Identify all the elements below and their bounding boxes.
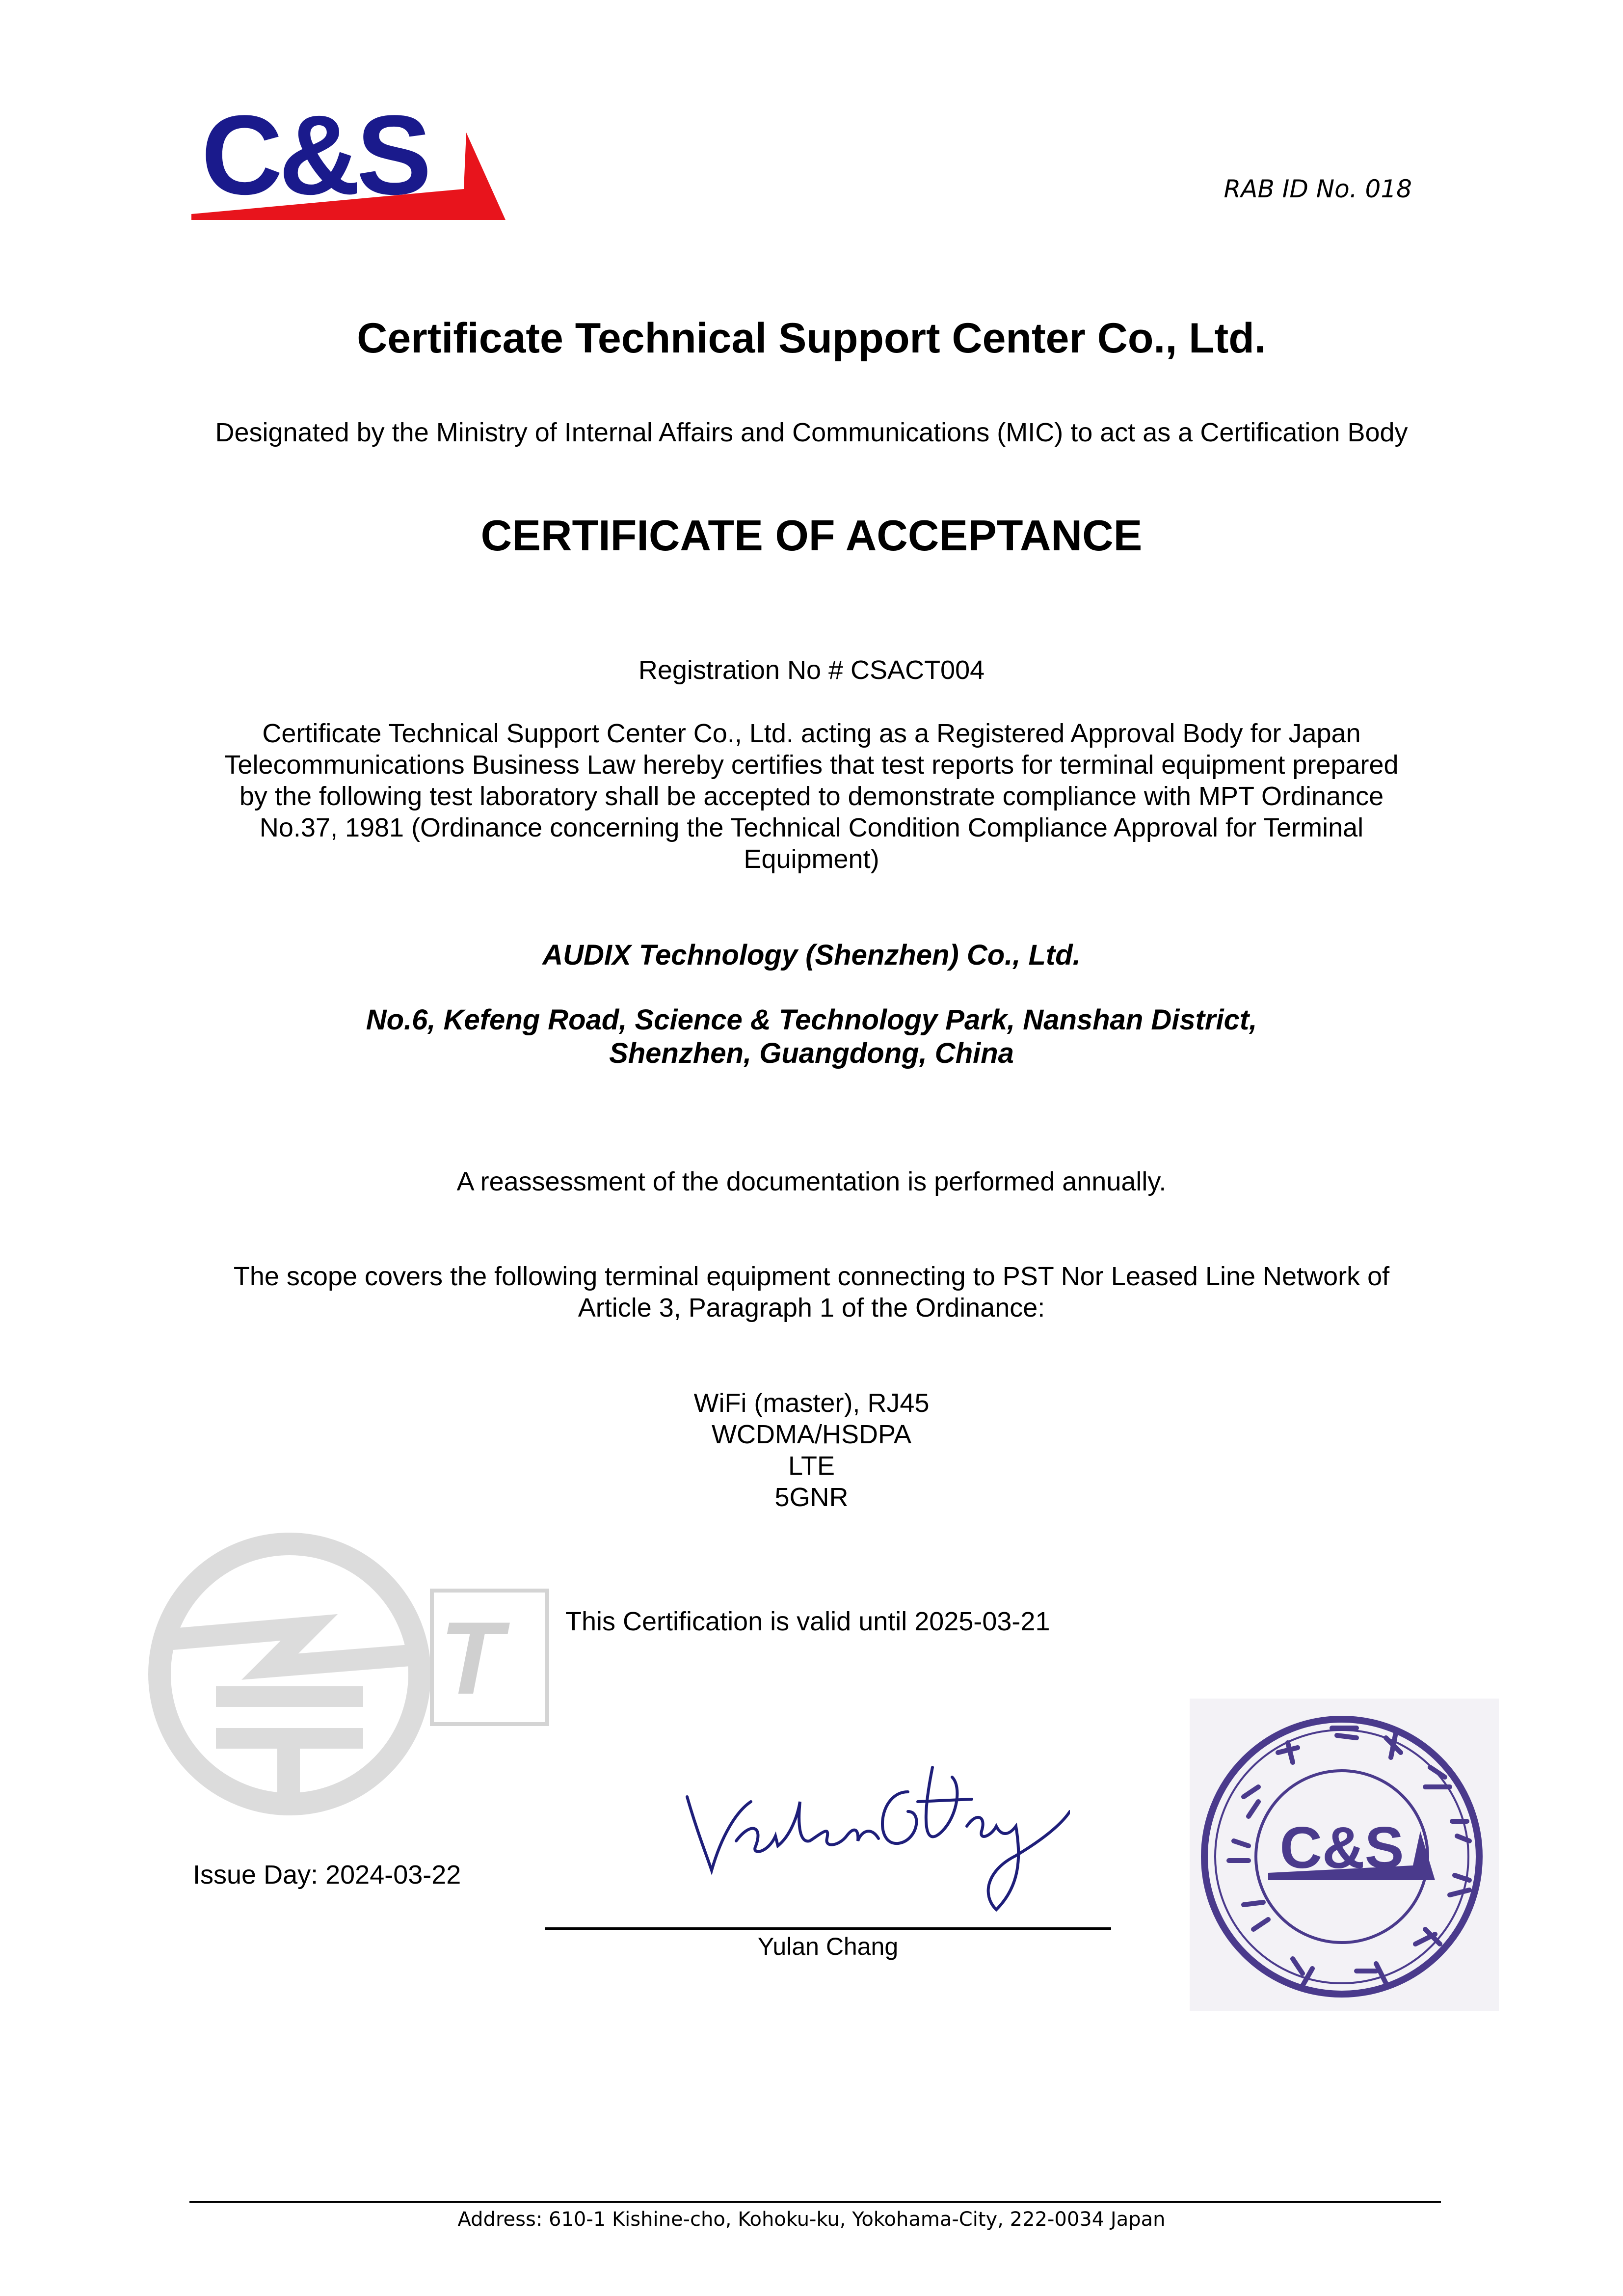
company-name: Certificate Technical Support Center Co., Ltd. [357,315,1266,362]
equipment-list [0,1387,1623,1513]
footer-address: Address: 610-1 Kishine-cho, Kohoku-ku, Yokohama-City, 222-0034 Japan [457,2208,1166,2231]
cs-logo [191,88,510,226]
body-line: Equipment) [744,844,879,874]
scope-statement [196,1261,1427,1324]
issue-day: Issue Day: 2024-03-22 [193,1860,461,1890]
laboratory-address [0,1003,1623,1070]
equipment-item: WCDMA/HSDPA [711,1420,911,1449]
equipment-item: 5GNR [774,1483,849,1512]
certification-body-text [196,718,1427,875]
mark-letter: T [439,1600,503,1716]
equipment-item: WiFi (master), RJ45 [693,1388,930,1418]
equipment-item: LTE [788,1451,835,1481]
designation-statement: Designated by the Ministry of Internal Affairs and Communications (MIC) to act as a Certification Body [215,418,1408,447]
address-line: No.6, Kefeng Road, Science & Technology Park, Nanshan District, [366,1004,1257,1036]
scope-line: The scope covers the following terminal equipment connecting to PST Nor Leased Line Network of [233,1262,1390,1291]
body-line: by the following test laboratory shall be accepted to demonstrate compliance with MPT Ordinance [239,782,1384,811]
handwritten-signature [677,1757,1070,1919]
signature-line [545,1927,1111,1930]
body-line: No.37, 1981 (Ordinance concerning the Technical Condition Compliance Approval for Terminal [259,813,1364,842]
validity-statement: This Certification is valid until 2025-03-21 [565,1607,1050,1636]
laboratory-name: AUDIX Technology (Shenzhen) Co., Ltd. [542,939,1081,971]
reassessment-note: A reassessment of the documentation is performed annually. [456,1167,1167,1196]
certificate-title: CERTIFICATE OF ACCEPTANCE [480,511,1143,560]
logo-lettering: C&S [201,92,428,218]
scope-line: Article 3, Paragraph 1 of the Ordinance: [578,1293,1045,1323]
rab-id: RAB ID No. 018 [1224,175,1412,203]
footer-divider [189,2201,1441,2203]
signatory-name: Yulan Chang [757,1933,899,1960]
company-seal [1190,1699,1499,2011]
body-line: Certificate Technical Support Center Co., Ltd. acting as a Registered Approval Body for Japan [262,719,1361,748]
seal-lettering: C&S [1279,1815,1404,1881]
registration-number: Registration No # CSACT004 [638,655,985,685]
address-line: Shenzhen, Guangdong, China [609,1037,1014,1069]
body-line: Telecommunications Business Law hereby certifies that test reports for terminal equipment prepared [224,750,1399,780]
technical-conformity-mark [147,1517,550,1861]
